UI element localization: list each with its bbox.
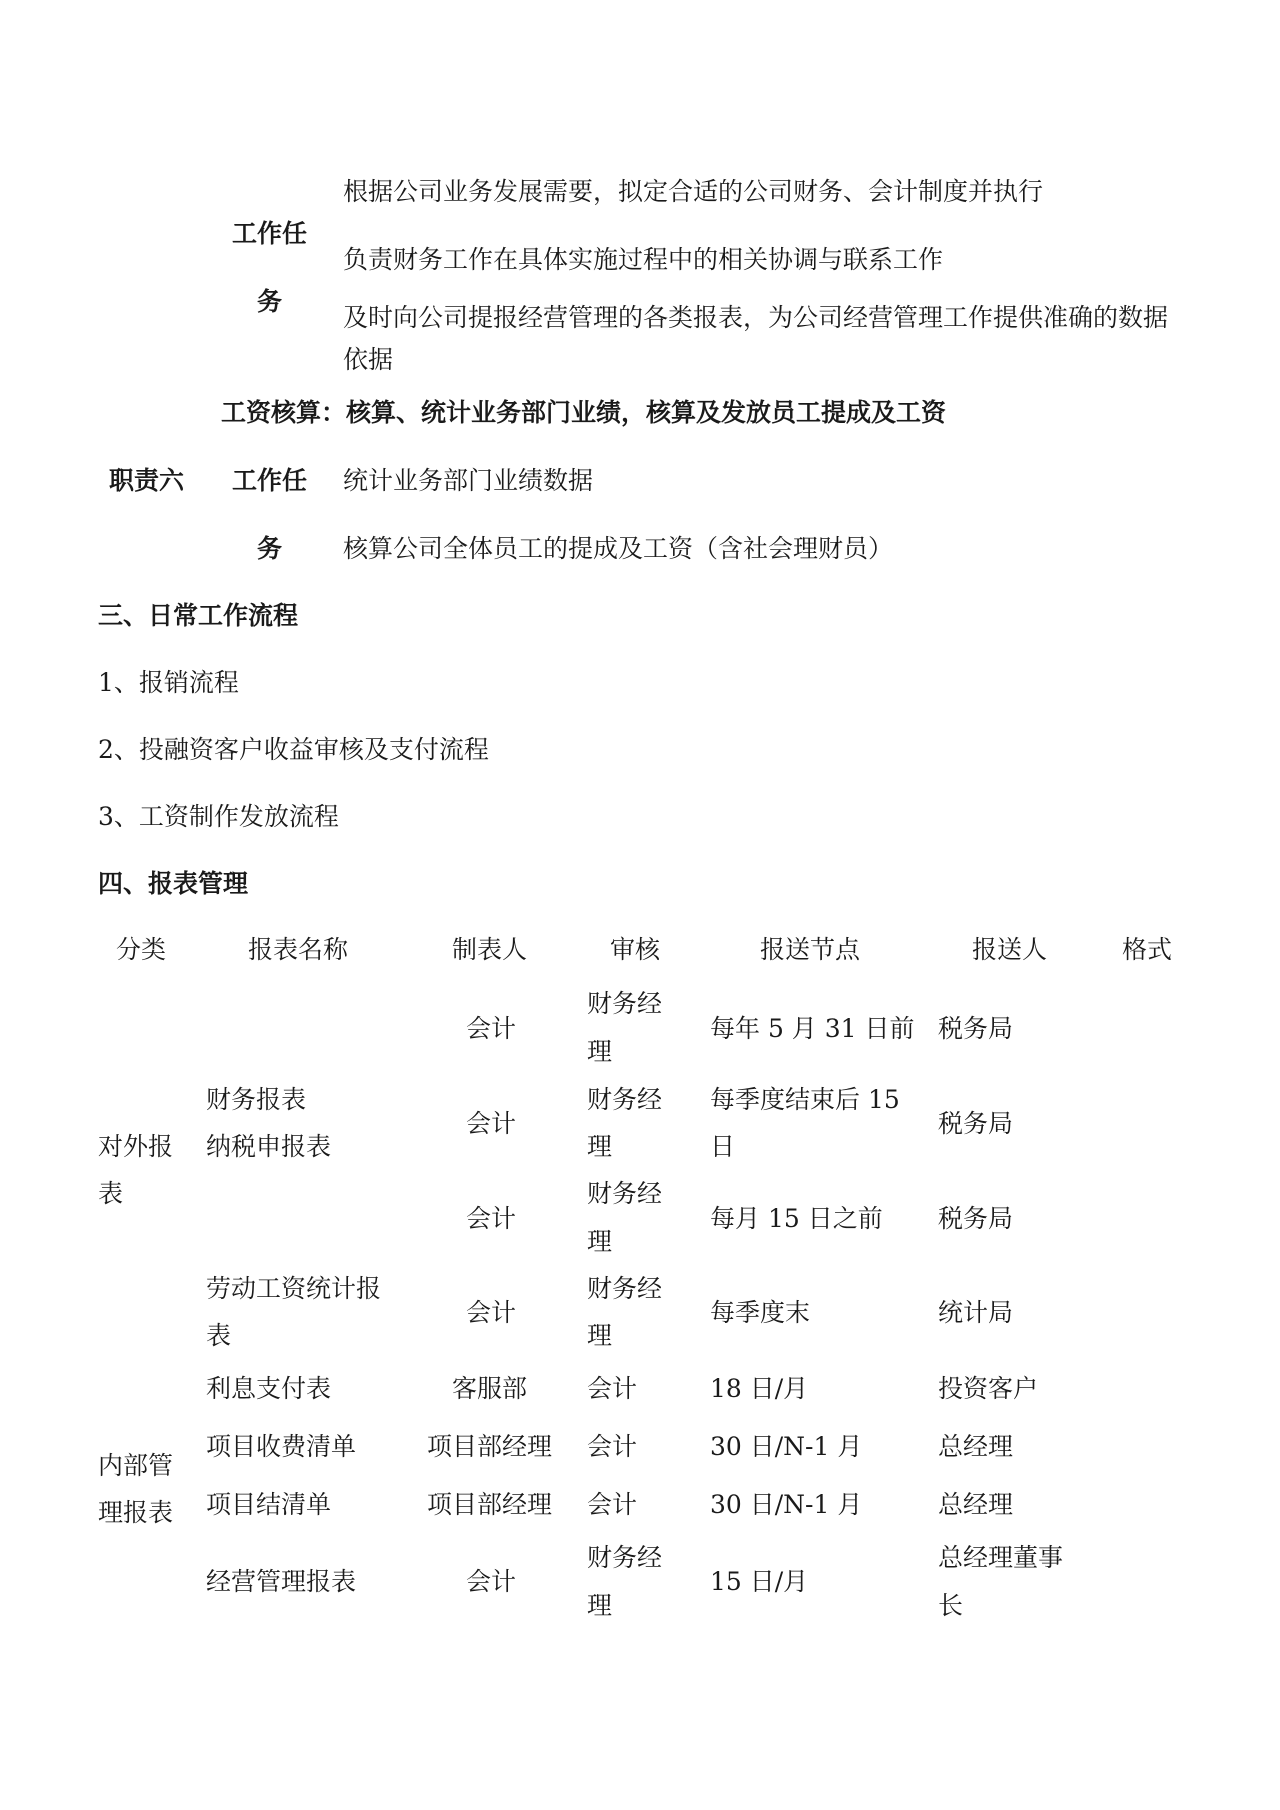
duty5-task-3-cont: 依据 bbox=[343, 345, 394, 374]
row7-deadline: 30 日/N-1 月 bbox=[710, 1490, 863, 1519]
row7-review: 会计 bbox=[587, 1490, 638, 1519]
row1-recipient: 税务局 bbox=[938, 1014, 1014, 1043]
row4-name-2: 表 bbox=[206, 1321, 232, 1350]
row2-preparer: 会计 bbox=[466, 1109, 517, 1138]
duty5-task-3: 及时向公司提报经营管理的各类报表，为公司经营管理工作提供准确的数据 bbox=[343, 303, 1169, 332]
row6-recipient: 总经理 bbox=[938, 1432, 1014, 1461]
row2-deadline-2: 日 bbox=[710, 1132, 736, 1161]
row6-name: 项目收费清单 bbox=[206, 1432, 357, 1461]
row7-recipient: 总经理 bbox=[938, 1490, 1014, 1519]
row2-review-2: 理 bbox=[587, 1132, 613, 1161]
row3-recipient: 税务局 bbox=[938, 1204, 1014, 1233]
row1-deadline: 每年 5 月 31 日前 bbox=[710, 1014, 915, 1043]
header-format: 格式 bbox=[1122, 935, 1173, 964]
row5-recipient: 投资客户 bbox=[938, 1374, 1039, 1403]
row8-review-1: 财务经 bbox=[587, 1543, 663, 1572]
category-internal-1: 内部管 bbox=[98, 1451, 174, 1480]
row4-name-1: 劳动工资统计报 bbox=[206, 1274, 382, 1303]
duty5-task-label-2: 务 bbox=[257, 287, 283, 316]
row7-name: 项目结清单 bbox=[206, 1490, 332, 1519]
duty6-label: 职责六 bbox=[109, 466, 185, 495]
header-category: 分类 bbox=[116, 935, 167, 964]
header-preparer: 制表人 bbox=[452, 935, 528, 964]
row1-review-2: 理 bbox=[587, 1037, 613, 1066]
category-internal-2: 理报表 bbox=[98, 1498, 174, 1527]
row8-review-2: 理 bbox=[587, 1591, 613, 1620]
section4-title: 四、报表管理 bbox=[98, 869, 249, 898]
category-external-2: 表 bbox=[98, 1179, 124, 1208]
row5-name: 利息支付表 bbox=[206, 1374, 332, 1403]
category-external-1: 对外报 bbox=[98, 1132, 174, 1161]
row4-deadline: 每季度末 bbox=[710, 1298, 811, 1327]
external-name-2: 纳税申报表 bbox=[206, 1132, 332, 1161]
header-recipient: 报送人 bbox=[972, 935, 1048, 964]
row5-review: 会计 bbox=[587, 1374, 638, 1403]
row6-review: 会计 bbox=[587, 1432, 638, 1461]
row2-review-1: 财务经 bbox=[587, 1085, 663, 1114]
row3-deadline: 每月 15 日之前 bbox=[710, 1204, 883, 1233]
row4-recipient: 统计局 bbox=[938, 1298, 1014, 1327]
duty6-task-1: 统计业务部门业绩数据 bbox=[343, 466, 594, 495]
row3-review-2: 理 bbox=[587, 1227, 613, 1256]
row8-preparer: 会计 bbox=[466, 1567, 517, 1596]
row7-preparer: 项目部经理 bbox=[427, 1490, 553, 1519]
row1-preparer: 会计 bbox=[466, 1014, 517, 1043]
section3-item-2: 2、投融资客户收益审核及支付流程 bbox=[98, 735, 489, 764]
row4-review-1: 财务经 bbox=[587, 1274, 663, 1303]
header-report-name: 报表名称 bbox=[248, 935, 349, 964]
header-deadline: 报送节点 bbox=[760, 935, 861, 964]
duty6-task-2: 核算公司全体员工的提成及工资（含社会理财员） bbox=[343, 534, 894, 563]
row8-deadline: 15 日/月 bbox=[710, 1567, 809, 1596]
row5-preparer: 客服部 bbox=[452, 1374, 528, 1403]
duty5-task-2: 负责财务工作在具体实施过程中的相关协调与联系工作 bbox=[343, 245, 944, 274]
row8-recipient-2: 长 bbox=[938, 1591, 964, 1620]
row5-deadline: 18 日/月 bbox=[710, 1374, 809, 1403]
header-review: 审核 bbox=[610, 935, 661, 964]
row1-review-1: 财务经 bbox=[587, 989, 663, 1018]
row8-name: 经营管理报表 bbox=[206, 1567, 357, 1596]
row6-preparer: 项目部经理 bbox=[427, 1432, 553, 1461]
row2-deadline-1: 每季度结束后 15 bbox=[710, 1085, 900, 1114]
section3-item-3: 3、工资制作发放流程 bbox=[98, 802, 339, 831]
section3-title: 三、日常工作流程 bbox=[98, 601, 299, 630]
row6-deadline: 30 日/N-1 月 bbox=[710, 1432, 863, 1461]
external-name-1: 财务报表 bbox=[206, 1085, 307, 1114]
duty6-task-label-1: 工作任 bbox=[232, 466, 308, 495]
row3-preparer: 会计 bbox=[466, 1204, 517, 1233]
row3-review-1: 财务经 bbox=[587, 1179, 663, 1208]
duty5-task-label-1: 工作任 bbox=[232, 219, 308, 248]
duty5-task-1: 根据公司业务发展需要，拟定合适的公司财务、会计制度并执行 bbox=[343, 177, 1044, 206]
duty6-task-label-2: 务 bbox=[257, 534, 283, 563]
section3-item-1: 1、报销流程 bbox=[98, 668, 239, 697]
duty6-summary: 工资核算：核算、统计业务部门业绩，核算及发放员工提成及工资 bbox=[221, 398, 947, 427]
row8-recipient-1: 总经理董事 bbox=[938, 1543, 1064, 1572]
row4-preparer: 会计 bbox=[466, 1298, 517, 1327]
row4-review-2: 理 bbox=[587, 1321, 613, 1350]
row2-recipient: 税务局 bbox=[938, 1109, 1014, 1138]
